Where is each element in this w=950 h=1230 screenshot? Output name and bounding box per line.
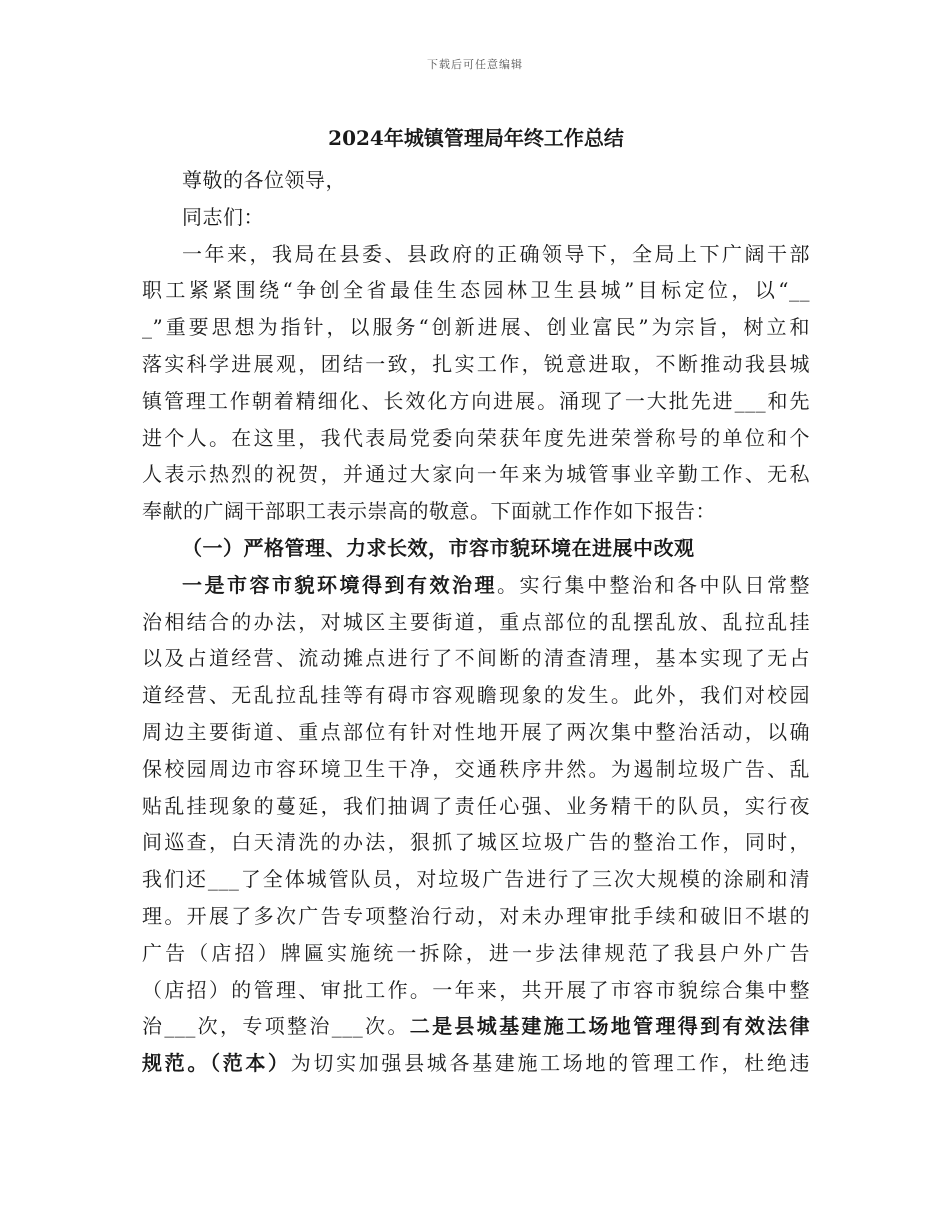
intro-line: 镇管理工作朝着精细化、长效化方向进展。涌现了一大批先进___和先 [142,388,810,413]
intro-line: 落实科学进展观，团结一致，扎实工作，锐意进取，不断推动我县城 [142,351,810,376]
document-page [142,122,810,1082]
section-heading: （一）严格管理、力求长效，市容市貌环境在进展中改观 [182,535,695,560]
paragraph-line: 间巡查，白天清洗的办法，狠抓了城区垃圾广告的整治工作，同时， [142,830,810,855]
paragraph-text: 治___次，专项整治___次。 [142,1014,410,1039]
salutation-leaders: 尊敬的各位领导， [182,168,346,192]
paragraph-line [142,1045,810,1082]
subheading-construction-sites-cont: 规范。（范本） [142,1051,291,1076]
subheading-city-appearance: 一是市容市貌环境得到有效治理 [182,572,497,597]
section-paragraph [142,567,810,1082]
paragraph-text: 。实行集中整治和各中队日常整 [497,572,810,597]
intro-line: 奉献的广阔干部职工表示崇高的敬意。下面就工作作如下报告： [142,499,716,524]
salutation-comrades: 同志们： [182,204,264,229]
paragraph-text: 为切实加强县城各基建施工场地的管理工作，杜绝违 [290,1051,811,1076]
paragraph-line: 理。开展了多次广告专项整治行动，对未办理审批手续和破旧不堪的 [142,903,810,928]
header-note: 下载后可任意编辑 [427,58,523,71]
document-title: 2024年城镇管理局年终工作总结 [328,126,624,150]
paragraph-line: 周边主要街道、重点部位有针对性地开展了两次集中整治活动，以确 [142,719,810,744]
paragraph-line: （店招）的管理、审批工作。一年来，共开展了市容市貌综合集中整 [142,977,810,1002]
paragraph-line: 保校园周边市容环境卫生干净，交通秩序井然。为遏制垃圾广告、乱 [142,756,810,781]
intro-line: 进个人。在这里，我代表局党委向荣获年度先进荣誉称号的单位和个 [142,425,810,450]
intro-line: _”重要思想为指针，以服务“创新进展、创业富民”为宗旨，树立和 [142,315,810,340]
paragraph-line: 治相结合的办法，对城区主要街道，重点部位的乱摆乱放、乱拉乱挂 [142,609,810,634]
intro-paragraph [142,236,810,530]
intro-line: 人表示热烈的祝贺，并通过大家向一年来为城管事业辛勤工作、无私 [142,462,810,487]
paragraph-line [142,567,810,604]
intro-line: 一年来，我局在县委、县政府的正确领导下，全局上下广阔干部 [182,241,810,266]
paragraph-line: 贴乱挂现象的蔓延，我们抽调了责任心强、业务精干的队员，实行夜 [142,793,810,818]
paragraph-line: 道经营、无乱拉乱挂等有碍市容观瞻现象的发生。此外，我们对校园 [142,683,810,708]
paragraph-line: 我们还___了全体城管队员，对垃圾广告进行了三次大规模的涂刷和清 [142,867,810,892]
paragraph-line: 以及占道经营、流动摊点进行了不间断的清查清理，基本实现了无占 [142,646,810,671]
paragraph-line: 广告（店招）牌匾实施统一拆除，进一步法律规范了我县户外广告 [142,940,810,965]
subheading-construction-sites: 二是县城基建施工场地管理得到有效法律 [409,1014,811,1039]
intro-line: 职工紧紧围绕“争创全省最佳生态园林卫生县城”目标定位，以“__ [142,278,810,303]
paragraph-line [142,1008,810,1045]
